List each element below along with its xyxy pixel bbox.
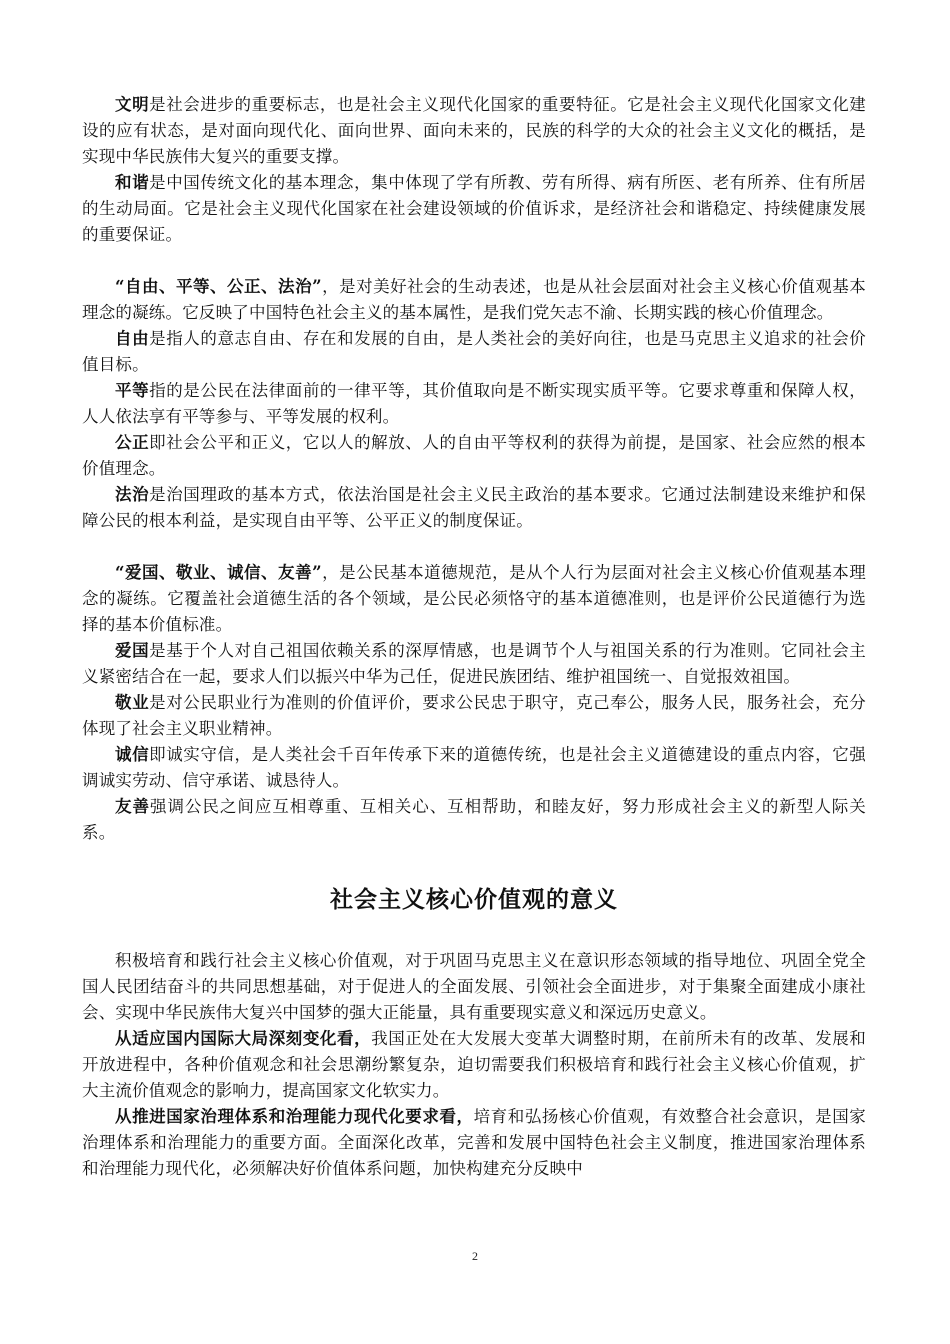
term-fazhi: 法治 (115, 485, 150, 504)
term-pingdeng: 平等 (115, 381, 150, 400)
document-page (82, 92, 866, 1182)
paragraph-jingye (82, 690, 866, 742)
body-youshan: 强调公民之间应互相尊重、互相关心、互相帮助，和睦友好，努力形成社会主义的新型人际关系。 (82, 797, 866, 842)
paragraph-hexie (82, 170, 866, 248)
page-number: 2 (472, 1249, 478, 1263)
body-significance-intro: 积极培育和践行社会主义核心价值观，对于巩固马克思主义在意识形态领域的指导地位、巩固全党全国人民团结奋斗的共同思想基础，对于促进人的全面发展、引领社会全面进步，对于集聚全面建成小康社会、实现中华民族伟大复兴中国梦的强大正能量，具有重要现实意义和深远历史意义。 (82, 951, 866, 1022)
paragraph-aiguo (82, 638, 866, 690)
paragraph-governance (82, 1104, 866, 1182)
term-global-changes: 从适应国内国际大局深刻变化看， (115, 1029, 372, 1048)
term-hexie: 和谐 (115, 173, 150, 192)
term-aiguo: 爱国 (115, 641, 150, 660)
body-governance: 培育和弘扬核心价值观，有效整合社会意识，是国家治理体系和治理能力的重要方面。全面深化改革，完善和发展中国特色社会主义制度，推进国家治理体系和治理能力现代化，必须解决好价值体系问题，加快构建充分反映中 (82, 1107, 866, 1178)
spacer (82, 248, 866, 274)
section-title: 社会主义核心价值观的意义 (330, 886, 618, 913)
body-ziyou: 是指人的意志自由、存在和发展的自由，是人类社会的美好向往，也是马克思主义追求的社会价值目标。 (82, 329, 866, 374)
paragraph-personal-values (82, 560, 866, 638)
paragraph-significance-intro (82, 948, 866, 1026)
body-fazhi: 是治国理政的基本方式，依法治国是社会主义民主政治的基本要求。它通过法制建设来维护和保障公民的根本利益，是实现自由平等、公平正义的制度保证。 (82, 485, 866, 530)
paragraph-wenming (82, 92, 866, 170)
term-personal-values: “爱国、敬业、诚信、友善” (115, 563, 322, 582)
paragraph-ziyou (82, 326, 866, 378)
body-personal-values: ，是公民基本道德规范，是从个人行为层面对社会主义核心价值观基本理念的凝练。它覆盖社会道德生活的各个领域，是公民必须恪守的基本道德准则，也是评价公民道德行为选择的基本价值标准。 (82, 563, 866, 634)
term-ziyou: 自由 (115, 329, 150, 348)
paragraph-gongzheng (82, 430, 866, 482)
paragraph-pingdeng (82, 378, 866, 430)
spacer (82, 846, 866, 884)
body-social-values: ，是对美好社会的生动表述，也是从社会层面对社会主义核心价值观基本理念的凝练。它反映了中国特色社会主义的基本属性，是我们党矢志不渝、长期实践的核心价值理念。 (82, 277, 866, 322)
body-gongzheng: 即社会公平和正义，它以人的解放、人的自由平等权利的获得为前提，是国家、社会应然的根本价值理念。 (82, 433, 866, 478)
body-aiguo: 是基于个人对自己祖国依赖关系的深厚情感，也是调节个人与祖国关系的行为准则。它同社会主义紧密结合在一起，要求人们以振兴中华为己任，促进民族团结、维护祖国统一、自觉报效祖国。 (82, 641, 866, 686)
term-gongzheng: 公正 (115, 433, 150, 452)
term-social-values: “自由、平等、公正、法治” (115, 277, 322, 296)
paragraph-fazhi (82, 482, 866, 534)
spacer (82, 916, 866, 948)
term-jingye: 敬业 (115, 693, 150, 712)
body-wenming: 是社会进步的重要标志，也是社会主义现代化国家的重要特征。它是社会主义现代化国家文化建设的应有状态，是对面向现代化、面向世界、面向未来的，民族的科学的大众的社会主义文化的概括，是实现中华民族伟大复兴的重要支撑。 (82, 95, 866, 166)
spacer (82, 534, 866, 560)
body-chengxin: 即诚实守信，是人类社会千百年传承下来的道德传统，也是社会主义道德建设的重点内容，它强调诚实劳动、信守承诺、诚恳待人。 (82, 745, 866, 790)
term-youshan: 友善 (115, 797, 150, 816)
body-jingye: 是对公民职业行为准则的价值评价，要求公民忠于职守，克己奉公，服务人民，服务社会，充分体现了社会主义职业精神。 (82, 693, 866, 738)
body-global-changes: 我国正处在大发展大变革大调整时期，在前所未有的改革、发展和开放进程中，各种价值观念和社会思潮纷繁复杂，迫切需要我们积极培育和践行社会主义核心价值观，扩大主流价值观念的影响力，提高国家文化软实力。 (82, 1029, 866, 1100)
body-hexie: 是中国传统文化的基本理念，集中体现了学有所教、劳有所得、病有所医、老有所养、住有所居的生动局面。它是社会主义现代化国家在社会建设领域的价值诉求，是经济社会和谐稳定、持续健康发展的重要保证。 (82, 173, 866, 244)
term-governance: 从推进国家治理体系和治理能力现代化要求看， (115, 1107, 474, 1126)
body-pingdeng: 指的是公民在法律面前的一律平等，其价值取向是不断实现实质平等。它要求尊重和保障人权，人人依法享有平等参与、平等发展的权利。 (82, 381, 866, 426)
paragraph-chengxin (82, 742, 866, 794)
paragraph-youshan (82, 794, 866, 846)
paragraph-social-values (82, 274, 866, 326)
term-wenming: 文明 (115, 95, 150, 114)
term-chengxin: 诚信 (115, 745, 150, 764)
paragraph-global-changes (82, 1026, 866, 1104)
